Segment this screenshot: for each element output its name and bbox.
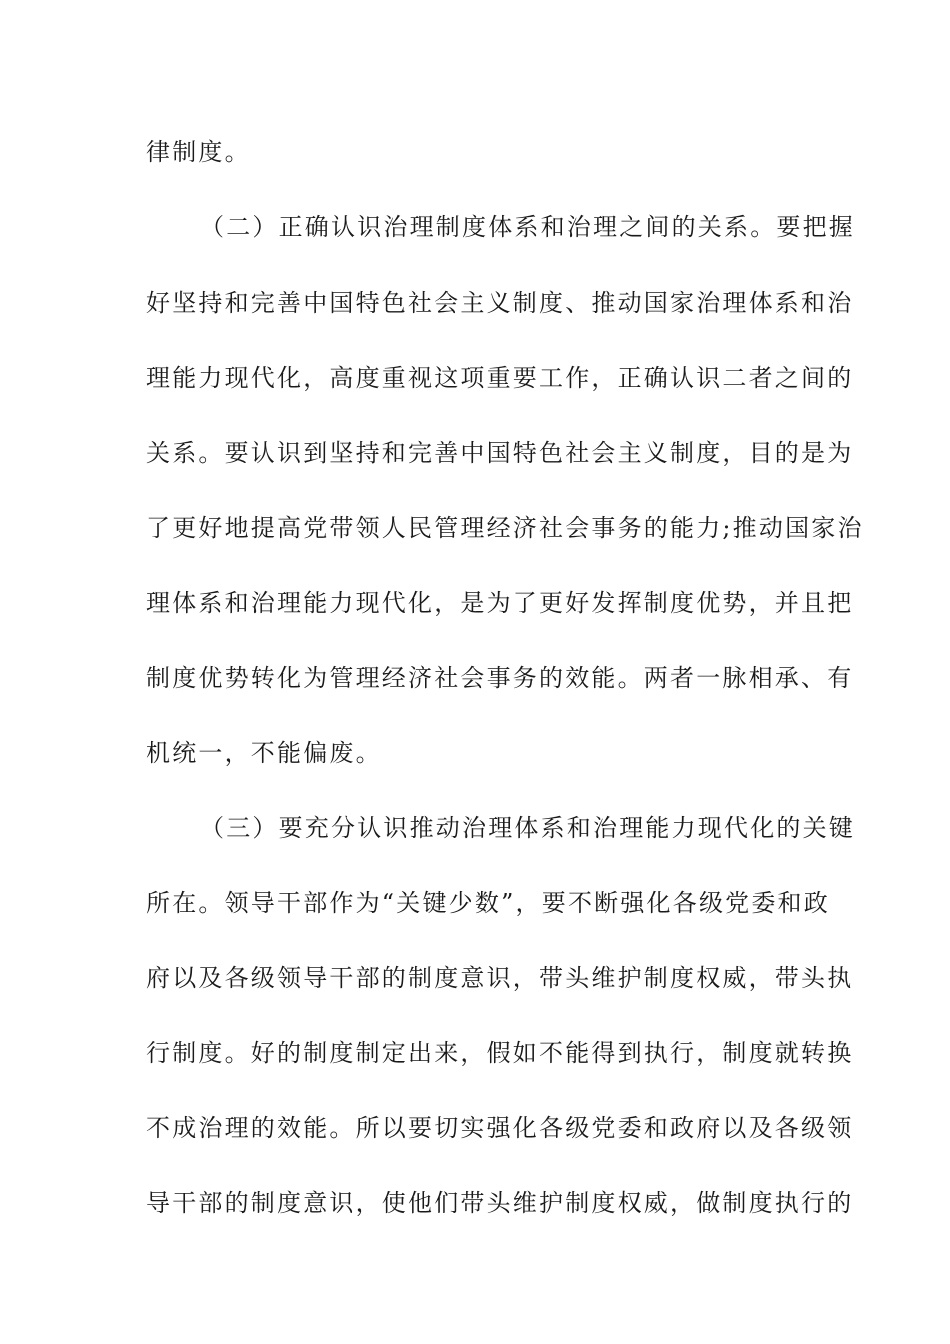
text-line: 导干部的制度意识，使他们带头维护制度权威，做制度执行的	[146, 1189, 854, 1217]
text-line: 不成治理的效能。所以要切实强化各级党委和政府以及各级领	[146, 1114, 854, 1142]
text-line: 理体系和治理能力现代化，是为了更好发挥制度优势，并且把	[146, 589, 854, 617]
text-line: 行制度。好的制度制定出来，假如不能得到执行，制度就转换	[146, 1039, 854, 1067]
text-line: 好坚持和完善中国特色社会主义制度、推动国家治理体系和治	[146, 289, 854, 317]
text-line: 了更好地提高党带领人民管理经济社会事务的能力;推动国家治	[146, 514, 864, 542]
text-line: 制度优势转化为管理经济社会事务的效能。两者一脉相承、有	[146, 664, 854, 692]
text-line: 所在。领导干部作为“关键少数”，要不断强化各级党委和政	[146, 889, 830, 917]
text-line: 关系。要认识到坚持和完善中国特色社会主义制度，目的是为	[146, 439, 854, 467]
text-line: 机统一，不能偏废。	[146, 739, 382, 767]
text-line: 府以及各级领导干部的制度意识，带头维护制度权威，带头执	[146, 964, 854, 992]
text-line: （二）正确认识治理制度体系和治理之间的关系。要把握	[200, 213, 855, 241]
text-line: 律制度。	[146, 138, 251, 166]
text-line: 理能力现代化，高度重视这项重要工作，正确认识二者之间的	[146, 364, 854, 392]
text-line: （三）要充分认识推动治理体系和治理能力现代化的关键	[200, 814, 855, 842]
